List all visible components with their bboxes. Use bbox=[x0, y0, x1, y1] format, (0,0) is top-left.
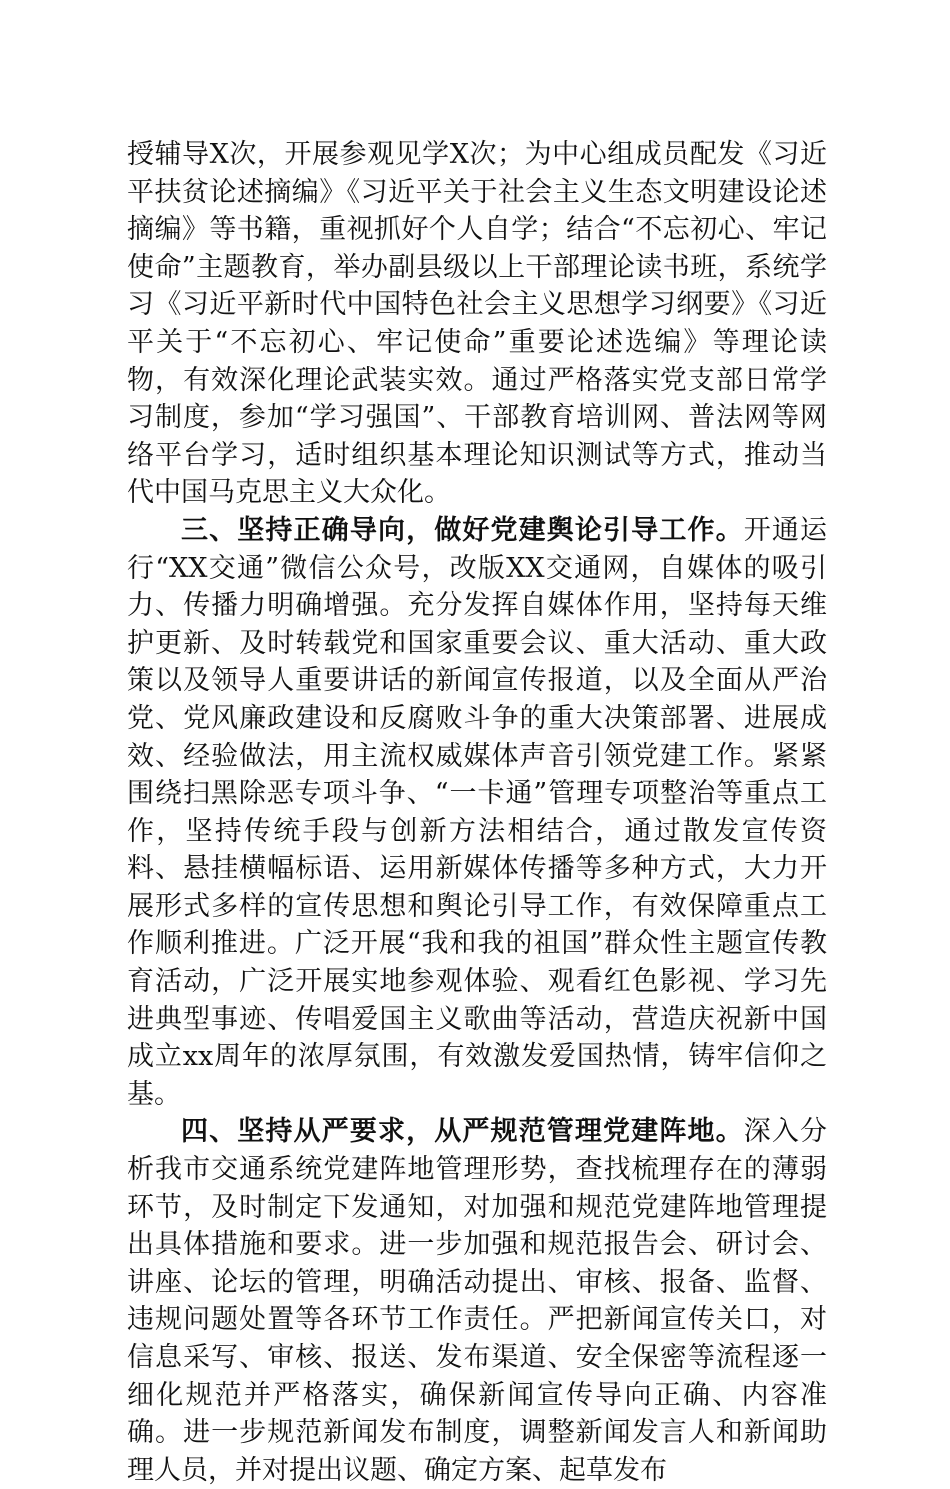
document-body bbox=[127, 136, 827, 1489]
section-heading: 三、坚持正确导向，做好党建舆论引导工作。 bbox=[181, 514, 744, 546]
paragraph-section-four bbox=[127, 1113, 827, 1489]
paragraph-text: 授辅导X次，开展参观见学X次；为中心组成员配发《习近平扶贫论述摘编》《习近平关于社会主义生态文明建设论述摘编》等书籍，重视抓好个人自学；结合“不忘初心、牢记使命”主题教育，举办副县级以上干部理论读书班，系统学习《习近平新时代中国特色社会主义思想学习纲要》《习近平关于“不忘初心、牢记使命”重要论述选编》等理论读物，有效深化理论武装实效。通过严格落实党支部日常学习制度，参加“学习强国”、干部教育培训网、普法网等网络平台学习，适时组织基本理论知识测试等方式，推动当代中国马克思主义大众化。 bbox=[127, 139, 827, 509]
paragraph-text: 深入分析我市交通系统党建阵地管理形势，查找梳理存在的薄弱环节，及时制定下发通知，对加强和规范党建阵地管理提出具体措施和要求。进一步加强和规范报告会、研讨会、讲座、论坛的管理，明确活动提出、审核、报备、监督、违规问题处置等各环节工作责任。严把新闻宣传关口，对信息采写、审核、报送、发布渠道、安全保密等流程逐一细化规范并严格落实，确保新闻宣传导向正确、内容准确。进一步规范新闻发布制度，调整新闻发言人和新闻助理人员，并对提出议题、确定方案、起草发布 bbox=[127, 1116, 828, 1486]
paragraph-section-three bbox=[127, 512, 827, 1114]
paragraph-text: 开通运行“XX交通”微信公众号，改版XX交通网，自媒体的吸引力、传播力明确增强。充分发挥自媒体作用，坚持每天维护更新、及时转载党和国家重要会议、重大活动、重大政策以及领导人重要讲话的新闻宣传报道，以及全面从严治党、党风廉政建设和反腐败斗争的重大决策部署、进展成效、经验做法，用主流权威媒体声音引领党建工作。紧紧围绕扫黑除恶专项斗争、“一卡通”管理专项整治等重点工作，坚持传统手段与创新方法相结合，通过散发宣传资料、悬挂横幅标语、运用新媒体传播等多种方式，大力开展形式多样的宣传思想和舆论引导工作，有效保障重点工作顺利推进。广泛开展“我和我的祖国”群众性主题宣传教育活动，广泛开展实地参观体验、观看红色影视、学习先进典型事迹、传唱爱国主义歌曲等活动，营造庆祝新中国成立xx周年的浓厚氛围，有效激发爱国热情，铸牢信仰之基。 bbox=[127, 514, 828, 1110]
paragraph-continuation bbox=[127, 136, 827, 512]
section-heading: 四、坚持从严要求，从严规范管理党建阵地。 bbox=[181, 1116, 744, 1148]
